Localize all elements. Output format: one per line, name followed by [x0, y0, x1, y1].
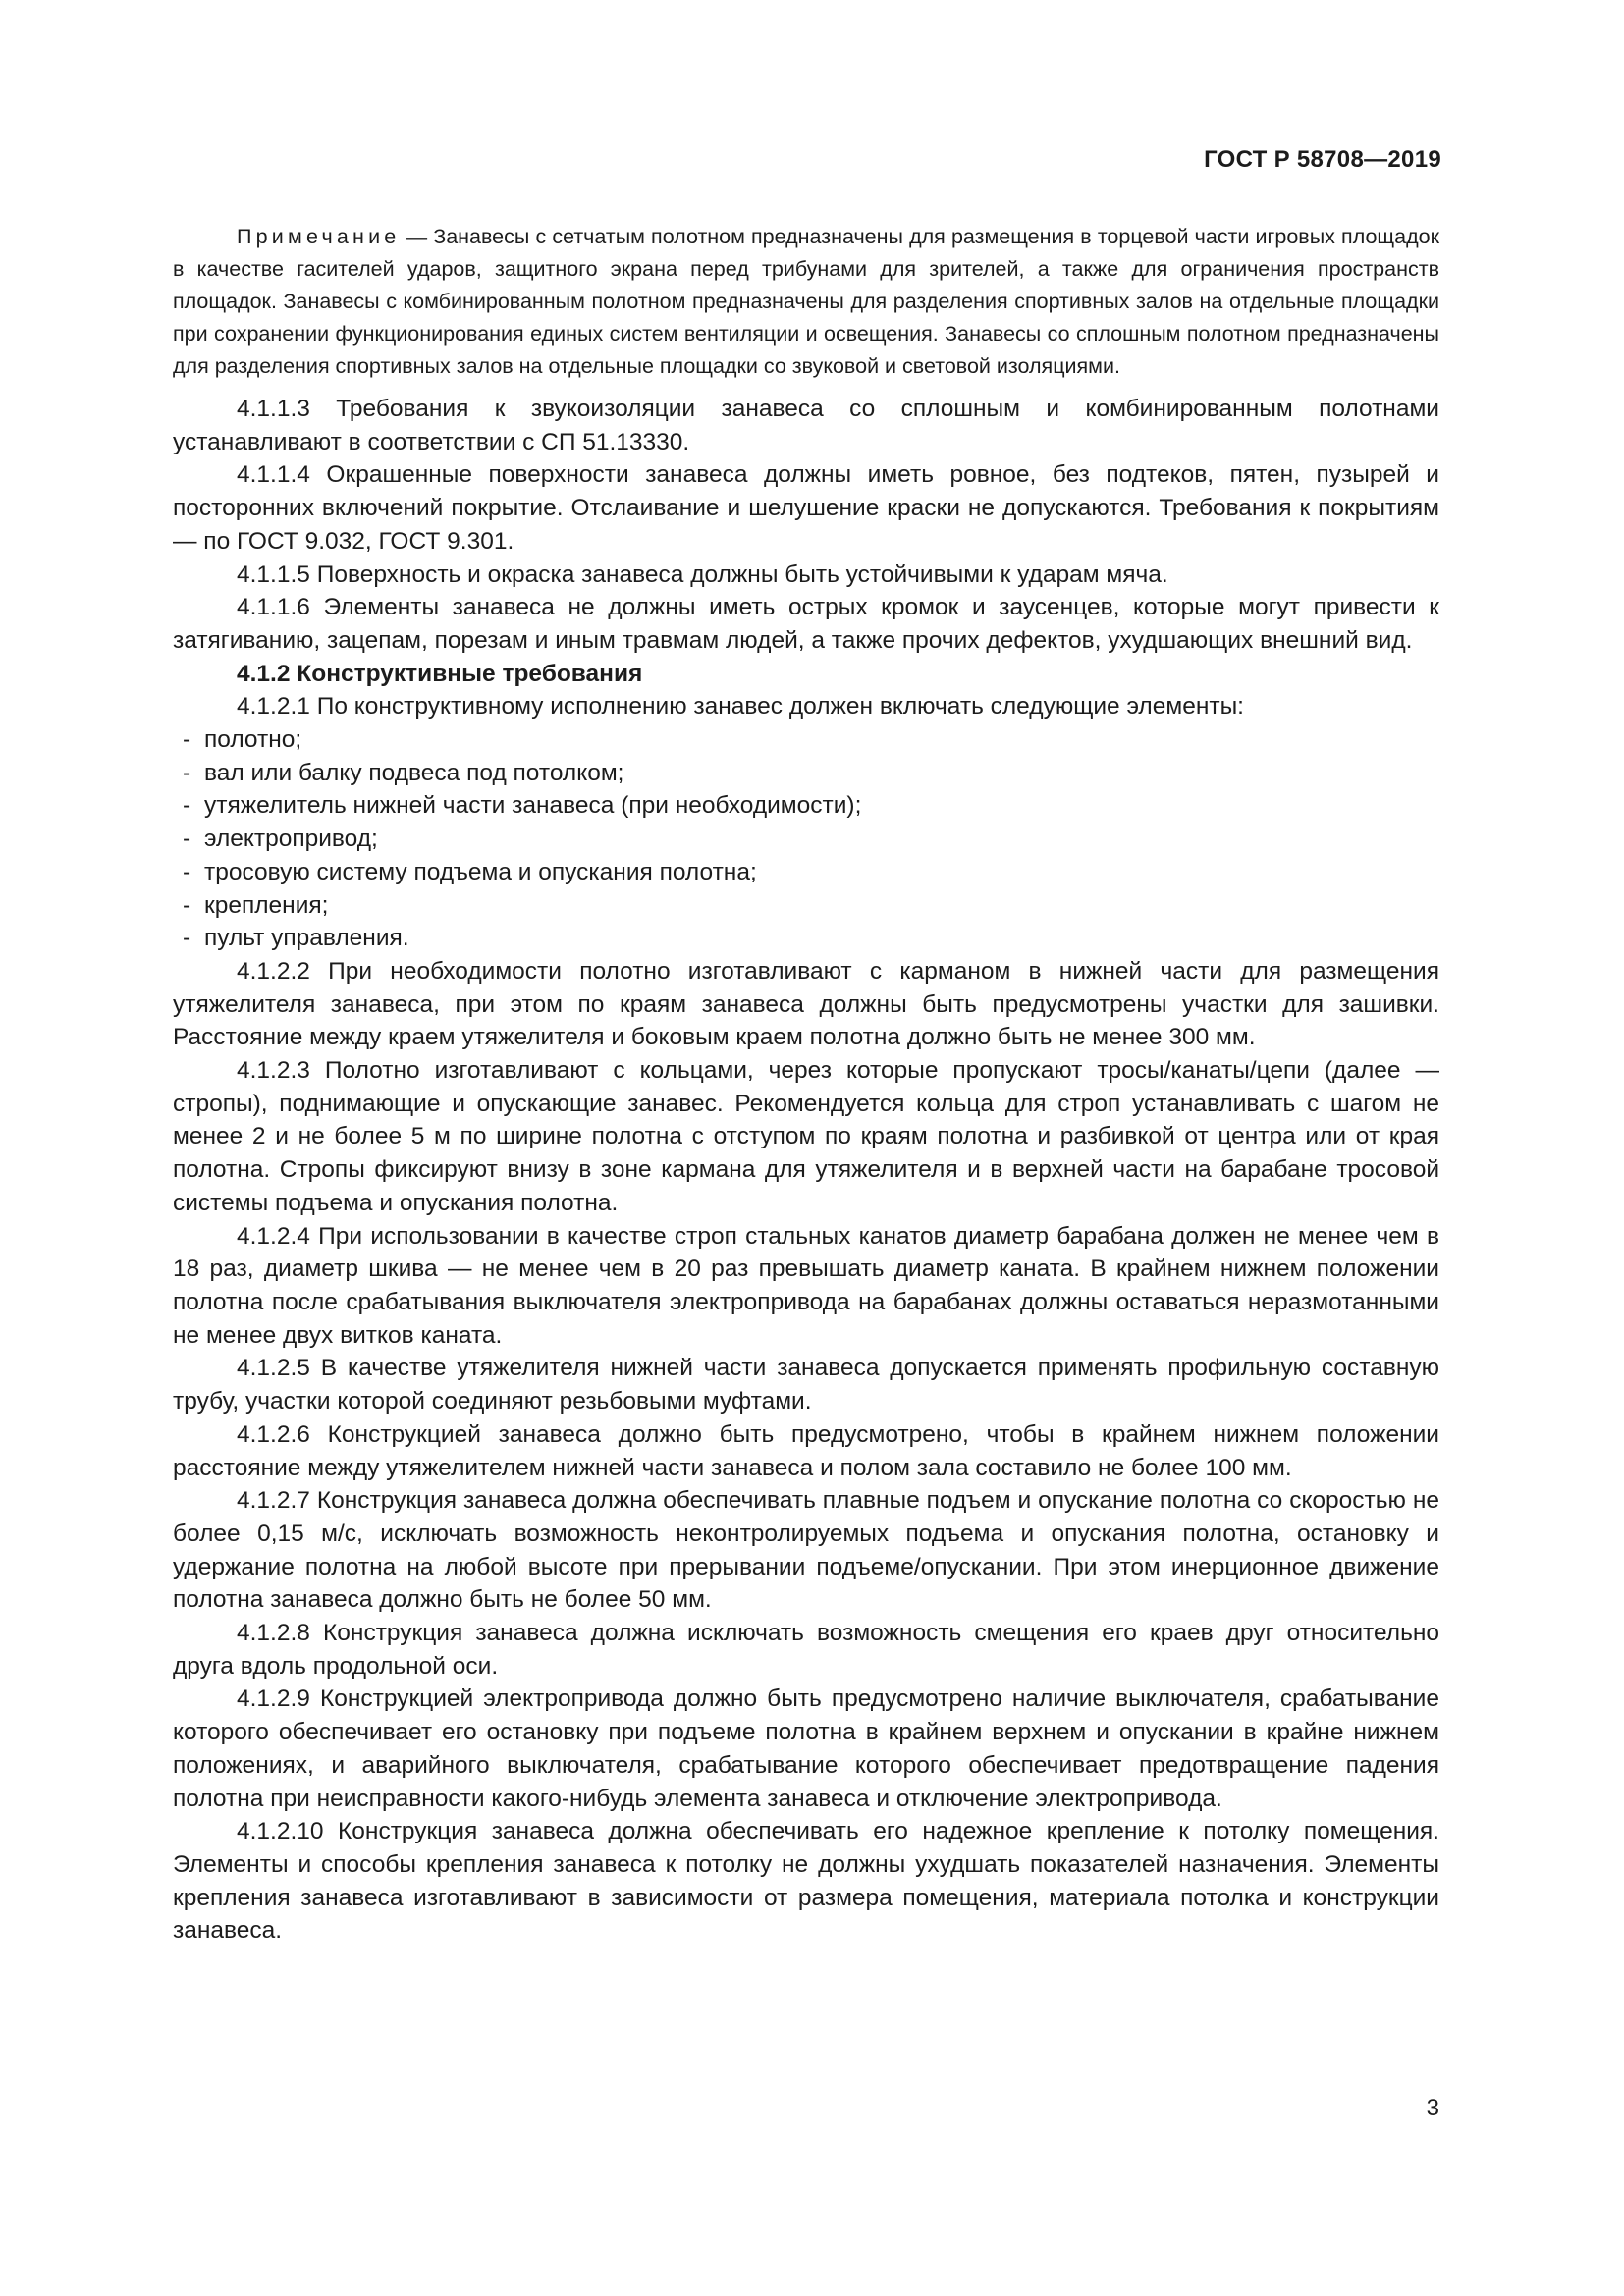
document-designation: ГОСТ Р 58708—2019 [1204, 146, 1441, 173]
list-item-text: тросовую систему подъема и опускания полотна; [204, 858, 757, 885]
paragraph-4-1-1-6: 4.1.1.6 Элементы занавеса не должны иметь острых кромок и заусенцев, которые могут привести к затягиванию, зацепам, порезам и иным травмам людей, а также прочих дефектов, ухудшающих внешний вид. [173, 594, 1439, 654]
paragraph-4-1-1-3: 4.1.1.3 Требования к звукоизоляции занавеса со сплошным и комбинированным полотнами устанавливают в соответствии с СП 51.13330. [173, 396, 1439, 455]
paragraph-4-1-1-4: 4.1.1.4 Окрашенные поверхности занавеса должны иметь ровное, без подтеков, пятен, пузырей и посторонних включений покрытие. Отслаивание и шелушение краски не допускаются. Требования к покрытиям — по ГОСТ 9.032, ГОСТ 9.301. [173, 461, 1439, 555]
note-label: Примечание [237, 225, 401, 248]
paragraph-4-1-2-2: 4.1.2.2 При необходимости полотно изготавливают с карманом в нижней части для размещения утяжелителя занавеса, при этом по краям занавеса должны быть предусмотрены участки для зашивки. Расстояние между краем утяжелителя и боковым краем полотна должно быть не менее 300 мм. [173, 957, 1439, 1051]
document-body [173, 221, 1439, 1948]
paragraph-4-1-1-5: 4.1.1.5 Поверхность и окраска занавеса должны быть устойчивыми к ударам мяча. [237, 561, 1168, 588]
paragraph-4-1-2-5: 4.1.2.5 В качестве утяжелителя нижней части занавеса допускается применять профильную составную трубу, участки которой соединяют резьбовыми муфтами. [173, 1355, 1439, 1415]
paragraph-4-1-2-10: 4.1.2.10 Конструкция занавеса должна обеспечивать его надежное крепление к потолку помещения. Элементы и способы крепления занавеса к потолку не должны ухудшать показателей назначения. Элементы крепления занавеса изготавливают в зависимости от размера помещения, материала потолка и конструкции занавеса. [173, 1818, 1439, 1945]
list-dash: - [183, 759, 191, 786]
list-item-text: утяжелитель нижней части занавеса (при необходимости); [204, 792, 862, 820]
list-item [173, 723, 1439, 757]
list-dash: - [183, 826, 191, 853]
list-item [173, 856, 1439, 889]
paragraph-4-1-2-4: 4.1.2.4 При использовании в качестве строп стальных канатов диаметр барабана должен не менее чем в 18 раз, диаметр шкива — не менее чем в 20 раз превышать диаметр каната. В крайнем нижнем положении полотна после срабатывания выключателя электропривода на барабанах должны оставаться неразмотанными не менее двух витков каната. [173, 1222, 1439, 1349]
list-dash: - [183, 925, 191, 952]
note-text: — Занавесы с сетчатым полотном предназначены для размещения в торцевой части игровых площадок в качестве гасителей ударов, защитного экрана перед трибунами для зрителей, а также для ограничения пространств площадок. Занавесы с комбинированным полотном предназначены для разделения спортивных залов на отдельные площадки при сохранении функционирования единых систем вентиляции и освещения. Занавесы со сплошным полотном предназначены для разделения спортивных залов на отдельные площадки со звуковой и световой изоляциями. [173, 225, 1439, 378]
paragraph-4-1-2-9: 4.1.2.9 Конструкцией электропривода должно быть предусмотрено наличие выключателя, срабатывание которого обеспечивает его остановку при подъеме полотна в крайнем верхнем и опускании в крайне нижнем положениях, и аварийного выключателя, срабатывание которого обеспечивает предотвращение падения полотна при неисправности какого-нибудь элемента занавеса и отключение электропривода. [173, 1685, 1439, 1812]
paragraph-4-1-2-8: 4.1.2.8 Конструкция занавеса должна исключать возможность смещения его краев друг относительно друга вдоль продольной оси. [173, 1620, 1439, 1680]
section-heading: 4.1.2 Конструктивные требования [237, 660, 643, 687]
paragraph-4-1-2-6: 4.1.2.6 Конструкцией занавеса должно быть предусмотрено, чтобы в крайнем нижнем положении расстояние между утяжелителем нижней части занавеса и полом зала составило не более 100 мм. [173, 1420, 1439, 1481]
list-item-text: вал или балку подвеса под потолком; [204, 759, 624, 786]
list-dash: - [183, 792, 191, 820]
list-item [173, 823, 1439, 856]
list-item [173, 757, 1439, 790]
elements-list [173, 723, 1439, 955]
list-item [173, 889, 1439, 923]
list-item [173, 922, 1439, 955]
paragraph-4-1-2-1: 4.1.2.1 По конструктивному исполнению занавес должен включать следующие элементы: [237, 693, 1244, 721]
list-dash: - [183, 726, 191, 754]
page-number: 3 [1426, 2095, 1439, 2121]
note-paragraph [173, 221, 1439, 383]
paragraph-4-1-2-7: 4.1.2.7 Конструкция занавеса должна обеспечивать плавные подъем и опускание полотна со скоростью не более 0,15 м/с, исключать возможность неконтролируемых подъема и опускания полотна, остановку и удержание полотна на любой высоте при прерывании подъеме/опускании. При этом инерционное движение полотна занавеса должно быть не более 50 мм. [173, 1487, 1439, 1614]
list-item-text: пульт управления. [204, 925, 409, 952]
list-item-text: электропривод; [204, 826, 378, 853]
list-item [173, 789, 1439, 823]
list-item-text: крепления; [204, 891, 329, 919]
list-dash: - [183, 891, 191, 919]
list-item-text: полотно; [204, 726, 302, 754]
list-dash: - [183, 858, 191, 885]
paragraph-4-1-2-3: 4.1.2.3 Полотно изготавливают с кольцами, через которые пропускают тросы/канаты/цепи (далее — стропы), поднимающие и опускающие занавес. Рекомендуется кольца для строп устанавливать с шагом не менее 2 и не более 5 м по ширине полотна с отступом по краям полотна и разбивкой от центра или от края полотна. Стропы фиксируют внизу в зоне кармана для утяжелителя и в верхней части на барабане тросовой системы подъема и опускания полотна. [173, 1057, 1439, 1216]
